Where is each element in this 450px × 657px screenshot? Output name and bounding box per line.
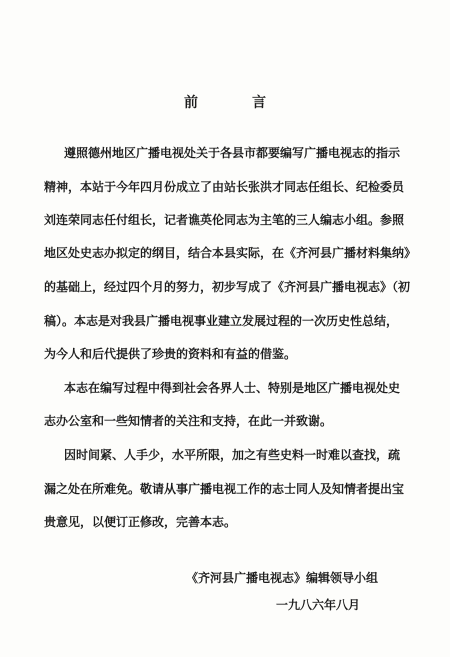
- body-line-2: 精神，本站于今年四月份成立了由站长张洪才同志任组长、纪检委员: [44, 180, 405, 194]
- body-line-5: 的基础上，经过四个月的努力，初步写成了《齐河县广播电视志》（初: [44, 280, 411, 294]
- body-line-7: 为今人和后代提供了珍贵的资料和有益的借鉴。: [44, 347, 297, 361]
- body-line-9: 志办公室和一些知情者的关注和支持，在此一并致谢。: [44, 414, 333, 428]
- body-line-12: 贵意见，以便订正修改，完善本志。: [44, 515, 237, 529]
- body-line-3: 刘连荣同志任付组长，记者谯英伦同志为主笔的三人编志小组。参照: [44, 213, 405, 227]
- document-title: 前 言: [184, 95, 286, 111]
- body-line-8: 本志在编写过程中得到社会各界人士、特别是地区广播电视处史: [64, 381, 401, 395]
- body-line-4: 地区处史志办拟定的纲目，结合本县实际，在《齐河县广播材料集纳》: [44, 246, 417, 260]
- body-line-10: 因时间紧、人手少，水平所限，加之有些史料一时难以查找，疏: [64, 448, 401, 462]
- body-line-1: 遵照德州地区广播电视处关于各县市都要编写广播电视志的指示: [64, 146, 401, 160]
- signature-org: 《齐河县广播电视志》编辑领导小组: [186, 571, 379, 585]
- body-line-6: 稿）。本志是对我县广播电视事业建立发展过程的一次历史性总结，: [44, 314, 399, 328]
- signature-date: 一九八六年八月: [276, 598, 361, 612]
- body-line-11: 漏之处在所难免。敬请从事广播电视工作的志士同人及知情者提出宝: [44, 482, 405, 496]
